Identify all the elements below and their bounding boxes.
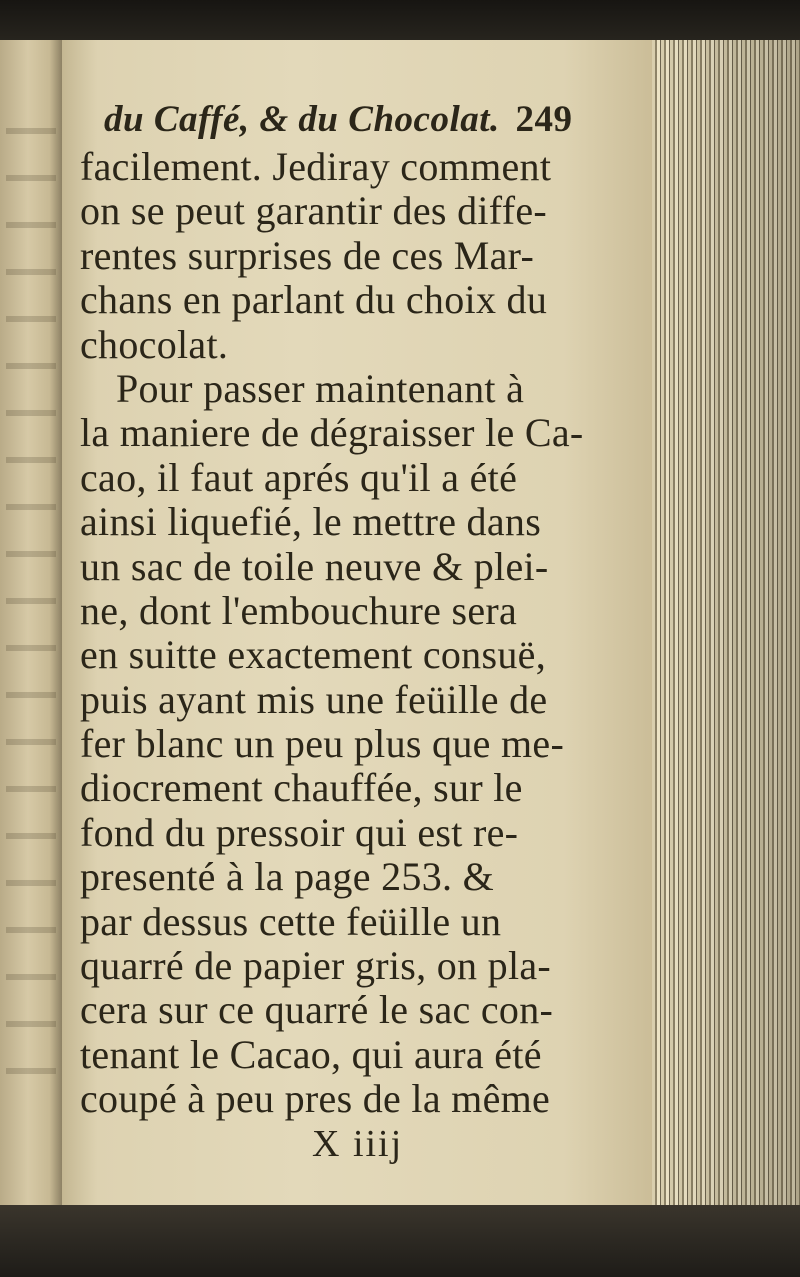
text-line: en suitte exactement consuë, — [80, 632, 546, 678]
text-line: ainsi liquefié, le mettre dans — [80, 499, 542, 545]
page-number: 249 — [515, 99, 573, 140]
text-line: on se peut garantir des diffe- — [80, 188, 547, 234]
text-line: puis ayant mis une feüille de — [80, 676, 548, 722]
text-line: par dessus cette feüille un — [80, 898, 502, 944]
text-line: un sac de toile neuve & plei- — [80, 543, 549, 589]
page-text — [80, 95, 640, 1166]
text-line: cera sur ce quarré le sac con- — [80, 987, 554, 1033]
running-header — [80, 95, 640, 145]
facing-page-edge — [0, 40, 62, 1220]
text-line: chans en parlant du choix du — [80, 277, 548, 323]
text-line: quarré de papier gris, on pla- — [80, 943, 552, 989]
text-line: ne, dont l'embouchure sera — [80, 587, 518, 633]
text-line: presenté à la page 253. & — [80, 854, 495, 900]
text-line: cao, il faut aprés qu'il a été — [80, 454, 518, 500]
text-line: facilement. Jediray comment — [80, 144, 552, 189]
running-title: du Caffé, & du Chocolat. — [104, 99, 500, 140]
page-stack-edge — [652, 40, 800, 1220]
text-line: rentes surprises de ces Mar- — [80, 232, 535, 278]
text-line: chocolat. — [80, 321, 229, 367]
text-line: diocrement chauffée, sur le — [80, 765, 523, 811]
paragraph-start-line: Pour passer maintenant à — [116, 365, 525, 411]
text-line: fond du pressoir qui est re- — [80, 809, 519, 855]
text-line: coupé à peu pres de la même — [80, 1076, 551, 1122]
text-line: fer blanc un peu plus que me- — [80, 721, 565, 767]
bottom-shadow-edge — [0, 1205, 800, 1277]
text-line: tenant le Cacao, qui aura été — [80, 1031, 542, 1077]
signature-mark: X iiij — [312, 1122, 404, 1165]
text-line: la maniere de dégraisser le Ca- — [80, 410, 584, 456]
